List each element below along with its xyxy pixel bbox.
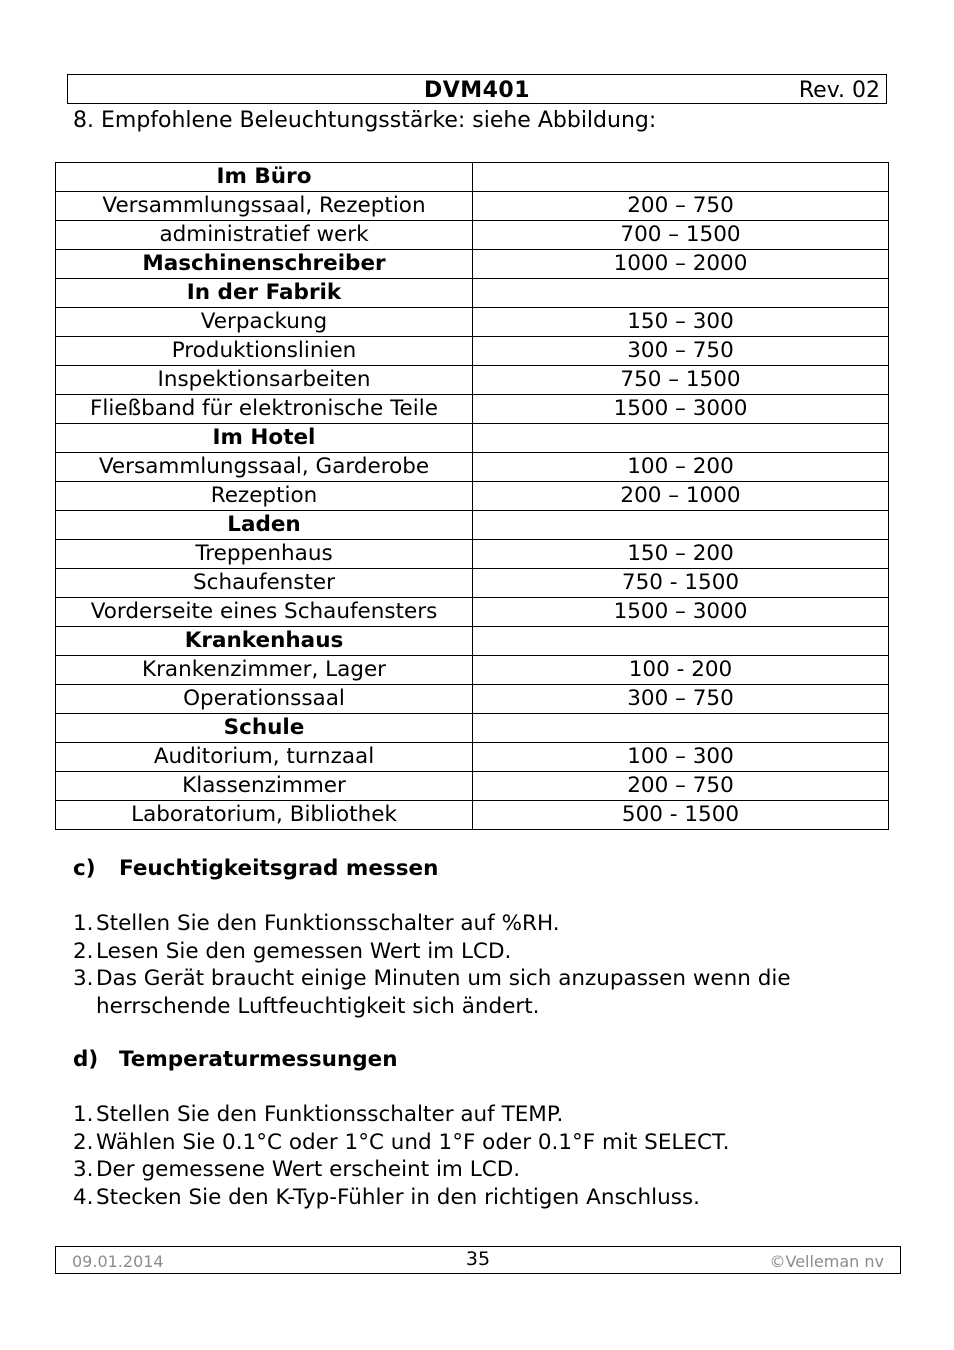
table-cell-label: In der Fabrik xyxy=(56,279,473,308)
revision-label: Rev. 02 xyxy=(798,78,880,103)
table-cell-label: Versammlungssaal, Garderobe xyxy=(56,453,473,482)
page-number: 35 xyxy=(465,1248,491,1270)
step-number: 3. xyxy=(73,966,94,991)
table-row xyxy=(56,656,889,685)
illuminance-table xyxy=(55,162,889,830)
table-cell-label: Treppenhaus xyxy=(56,540,473,569)
section-c-title: Feuchtigkeitsgrad messen xyxy=(119,856,439,881)
table-cell-value xyxy=(473,279,889,308)
table-row xyxy=(56,250,889,279)
table-cell-value: 200 – 1000 xyxy=(473,482,889,511)
page-footer xyxy=(55,1246,901,1274)
table-row xyxy=(56,772,889,801)
table-cell-label: administratief werk xyxy=(56,221,473,250)
list-item xyxy=(73,1101,873,1129)
table-cell-value xyxy=(473,424,889,453)
step-text: Das Gerät braucht einige Minuten um sich anzupassen wenn die herrschende Luftfeuchtigkeit sich ändert. xyxy=(96,966,791,1019)
table-cell-value: 100 - 200 xyxy=(473,656,889,685)
table-row xyxy=(56,308,889,337)
table-cell-value: 1500 – 3000 xyxy=(473,395,889,424)
step-number: 4. xyxy=(73,1184,94,1210)
table-cell-value: 1000 – 2000 xyxy=(473,250,889,279)
table-cell-label: Maschinenschreiber xyxy=(56,250,473,279)
table-cell-value: 750 – 1500 xyxy=(473,366,889,395)
table-cell-label: Versammlungssaal, Rezeption xyxy=(56,192,473,221)
table-row xyxy=(56,482,889,511)
footer-date: 09.01.2014 xyxy=(72,1252,164,1271)
table-cell-label: Klassenzimmer xyxy=(56,772,473,801)
table-cell-value xyxy=(473,714,889,743)
intro-text: 8. Empfohlene Beleuchtungsstärke: siehe Abbildung: xyxy=(73,108,657,133)
table-cell-label: Im Hotel xyxy=(56,424,473,453)
table-cell-value: 300 – 750 xyxy=(473,337,889,366)
table-row xyxy=(56,598,889,627)
table-cell-label: Fließband für elektronische Teile xyxy=(56,395,473,424)
table-cell-label: Verpackung xyxy=(56,308,473,337)
table-cell-value xyxy=(473,627,889,656)
table-cell-label: Auditorium, turnzaal xyxy=(56,743,473,772)
step-number: 2. xyxy=(73,938,94,964)
list-item xyxy=(73,910,853,938)
footer-copyright: ©Velleman nv xyxy=(769,1252,884,1271)
table-cell-label: Krankenhaus xyxy=(56,627,473,656)
list-item xyxy=(73,938,853,966)
table-row xyxy=(56,743,889,772)
table-cell-value: 700 – 1500 xyxy=(473,221,889,250)
table-cell-label: Operationssaal xyxy=(56,685,473,714)
step-text: Lesen Sie den gemessen Wert im LCD. xyxy=(96,938,512,964)
section-d-title: Temperaturmessungen xyxy=(119,1047,398,1072)
table-row xyxy=(56,453,889,482)
model-name: DVM401 xyxy=(423,78,531,103)
table-cell-label: Produktionslinien xyxy=(56,337,473,366)
step-text: Stellen Sie den Funktionsschalter auf TEMP. xyxy=(96,1102,564,1127)
table-cell-value: 1500 – 3000 xyxy=(473,598,889,627)
section-d-steps xyxy=(73,1101,873,1211)
table-row xyxy=(56,221,889,250)
table-row xyxy=(56,192,889,221)
table-cell-label: Laboratorium, Bibliothek xyxy=(56,801,473,830)
table-cell-value: 300 – 750 xyxy=(473,685,889,714)
table-row xyxy=(56,395,889,424)
list-item xyxy=(73,1184,873,1212)
step-text: Stellen Sie den Funktionsschalter auf %RH. xyxy=(96,911,560,936)
list-item xyxy=(73,1156,873,1184)
table-cell-label: Schaufenster xyxy=(56,569,473,598)
table-row xyxy=(56,714,889,743)
section-c-letter: c) xyxy=(73,856,96,881)
step-number: 1. xyxy=(73,1102,94,1127)
table-row xyxy=(56,163,889,192)
list-item xyxy=(73,1129,873,1157)
table-cell-label: Rezeption xyxy=(56,482,473,511)
step-number: 2. xyxy=(73,1129,94,1155)
table-cell-value: 100 – 200 xyxy=(473,453,889,482)
section-c-steps xyxy=(73,910,853,1020)
table-cell-label: Inspektionsarbeiten xyxy=(56,366,473,395)
table-row xyxy=(56,801,889,830)
table-row xyxy=(56,424,889,453)
table-cell-value: 150 – 200 xyxy=(473,540,889,569)
table-row xyxy=(56,511,889,540)
table-cell-value xyxy=(473,163,889,192)
section-c-heading xyxy=(73,856,438,881)
table-cell-value: 500 - 1500 xyxy=(473,801,889,830)
table-row xyxy=(56,685,889,714)
table-row xyxy=(56,279,889,308)
table-cell-label: Laden xyxy=(56,511,473,540)
table-cell-value: 200 – 750 xyxy=(473,772,889,801)
table-cell-label: Krankenzimmer, Lager xyxy=(56,656,473,685)
section-d-heading xyxy=(73,1047,398,1072)
table-cell-label: Vorderseite eines Schaufensters xyxy=(56,598,473,627)
step-text: Stecken Sie den K-Typ-Fühler in den richtigen Anschluss. xyxy=(96,1184,700,1210)
step-text: Wählen Sie 0.1°C oder 1°C und 1°F oder 0.1°F mit SELECT. xyxy=(96,1129,730,1155)
table-cell-value: 200 – 750 xyxy=(473,192,889,221)
table-cell-label: Schule xyxy=(56,714,473,743)
table-row xyxy=(56,627,889,656)
page-header xyxy=(67,74,887,104)
table-row xyxy=(56,569,889,598)
step-number: 3. xyxy=(73,1157,94,1182)
table-row xyxy=(56,366,889,395)
list-item xyxy=(73,965,853,1020)
table-cell-value: 150 – 300 xyxy=(473,308,889,337)
table-cell-value xyxy=(473,511,889,540)
step-number: 1. xyxy=(73,911,94,936)
section-d-letter: d) xyxy=(73,1047,99,1072)
table-row xyxy=(56,337,889,366)
table-cell-value: 750 - 1500 xyxy=(473,569,889,598)
table-cell-label: Im Büro xyxy=(56,163,473,192)
step-text: Der gemessene Wert erscheint im LCD. xyxy=(96,1157,521,1182)
table-cell-value: 100 – 300 xyxy=(473,743,889,772)
table-row xyxy=(56,540,889,569)
